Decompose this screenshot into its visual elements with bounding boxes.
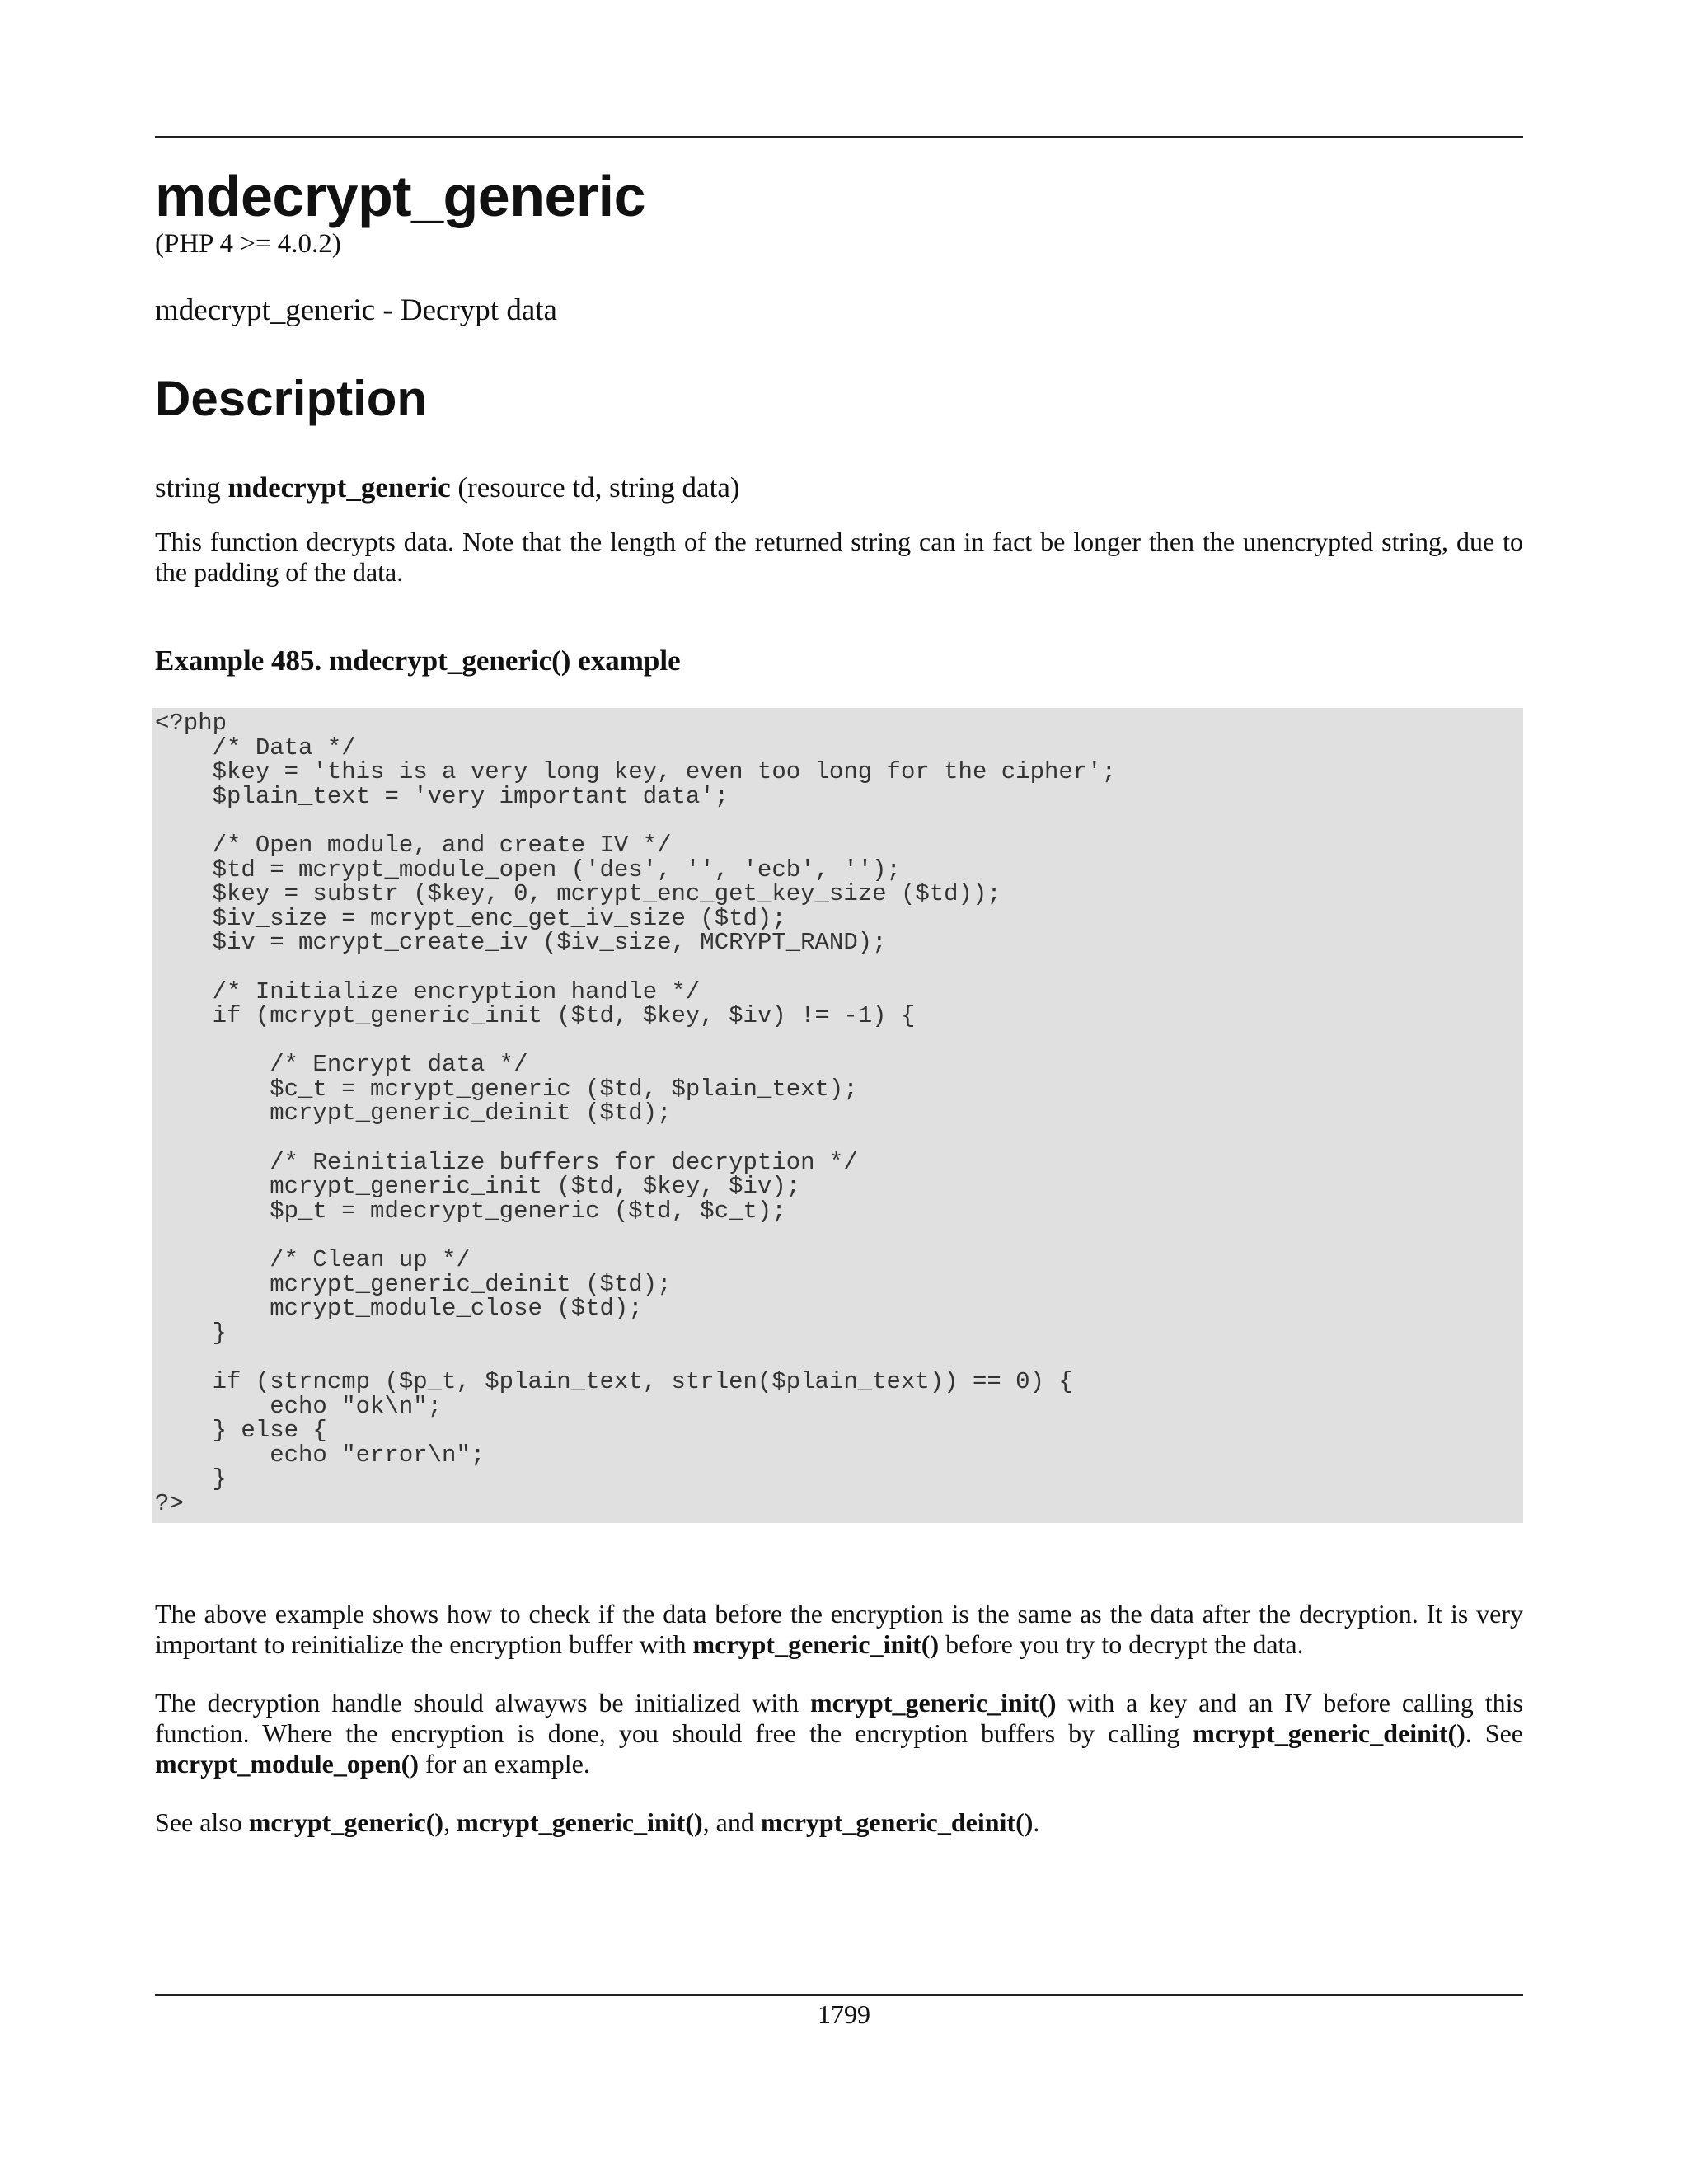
synopsis-params: (resource td, string data) xyxy=(457,471,740,504)
para1-text-2: before you try to decrypt the data. xyxy=(939,1629,1304,1659)
function-reference: mcrypt_generic() xyxy=(248,1807,444,1837)
para3-text-2: , xyxy=(443,1807,457,1837)
footer-rule xyxy=(155,1994,1523,1996)
page-number: 1799 xyxy=(818,1999,870,2029)
para3-text-4: . xyxy=(1033,1807,1040,1837)
page-content xyxy=(155,165,1523,1838)
example-title: Example 485. mdecrypt_generic() example xyxy=(155,644,681,677)
function-reference: mcrypt_generic_deinit() xyxy=(1193,1718,1465,1748)
para2-text-2: with a key and an IV before calling this function. Where the encryption is done, you should free the encryption buffers by calling xyxy=(155,1687,1524,1748)
intro-paragraph: This function decrypts data. Note that the length of the returned string can in fact be longer then the unencrypted string, due to the padding of the data. xyxy=(155,526,1523,587)
synopsis-function-name: mdecrypt_generic xyxy=(227,471,451,504)
page-title: mdecrypt_generic xyxy=(155,164,646,228)
function-reference: mcrypt_generic_init() xyxy=(457,1807,703,1837)
explanation-paragraph xyxy=(155,1599,1523,1660)
para3-text-3: , and xyxy=(702,1807,761,1837)
function-reference: mcrypt_generic_deinit() xyxy=(760,1807,1034,1837)
function-reference: mcrypt_module_open() xyxy=(155,1748,419,1779)
version-info: (PHP 4 >= 4.0.2) xyxy=(155,229,341,259)
synopsis-return-type: string xyxy=(155,471,221,504)
para2-text-4: for an example. xyxy=(418,1748,590,1779)
function-synopsis xyxy=(155,471,1523,505)
para1-text-1: The above example shows how to check if the data before the encryption is the same as the data after the decryption. It is very important to reinitialize the encryption buffer with xyxy=(155,1598,1523,1659)
function-reference: mcrypt_generic_init() xyxy=(692,1629,940,1659)
para3-text-1: See also xyxy=(155,1807,249,1837)
ref-purpose: mdecrypt_generic - Decrypt data xyxy=(155,293,557,327)
init-note-paragraph xyxy=(155,1688,1523,1779)
section-heading-description: Description xyxy=(155,370,428,426)
see-also-paragraph xyxy=(155,1807,1523,1838)
function-reference: mcrypt_generic_init() xyxy=(809,1687,1057,1718)
para2-text-1: The decryption handle should alwayws be initialized with xyxy=(155,1687,810,1718)
code-example: <?php /* Data */ $key = 'this is a very long key, even too long for the cipher'; $plain_text = 'very important data'; /* Open module, and create IV */ $td = mcrypt_module_open ('des', '', 'ecb', ''); $key = substr ($key, 0, mcrypt_enc_get_key_size ($td)); $iv_size = mcrypt_enc_get_iv_size ($td); $iv = mcrypt_create_iv ($iv_size, MCRYPT_RAND); /* Initialize encryption handle */ if (mcrypt_generic_init ($td, $key, $iv) != -1) { /* Encrypt data */ $c_t = mcrypt_generic ($td, $plain_text); mcrypt_generic_deinit ($td); /* Reinitialize buffers for decryption */ mcrypt_generic_init ($td, $key, $iv); $p_t = mdecrypt_generic ($td, $c_t); /* Clean up */ mcrypt_generic_deinit ($td); mcrypt_module_close ($td); } if (strncmp ($p_t, $plain_text, strlen($plain_text)) == 0) { echo "ok\n"; } else { echo "error\n"; } ?> xyxy=(152,708,1523,1523)
para2-text-3: . See xyxy=(1465,1718,1524,1748)
header-rule xyxy=(155,136,1523,138)
